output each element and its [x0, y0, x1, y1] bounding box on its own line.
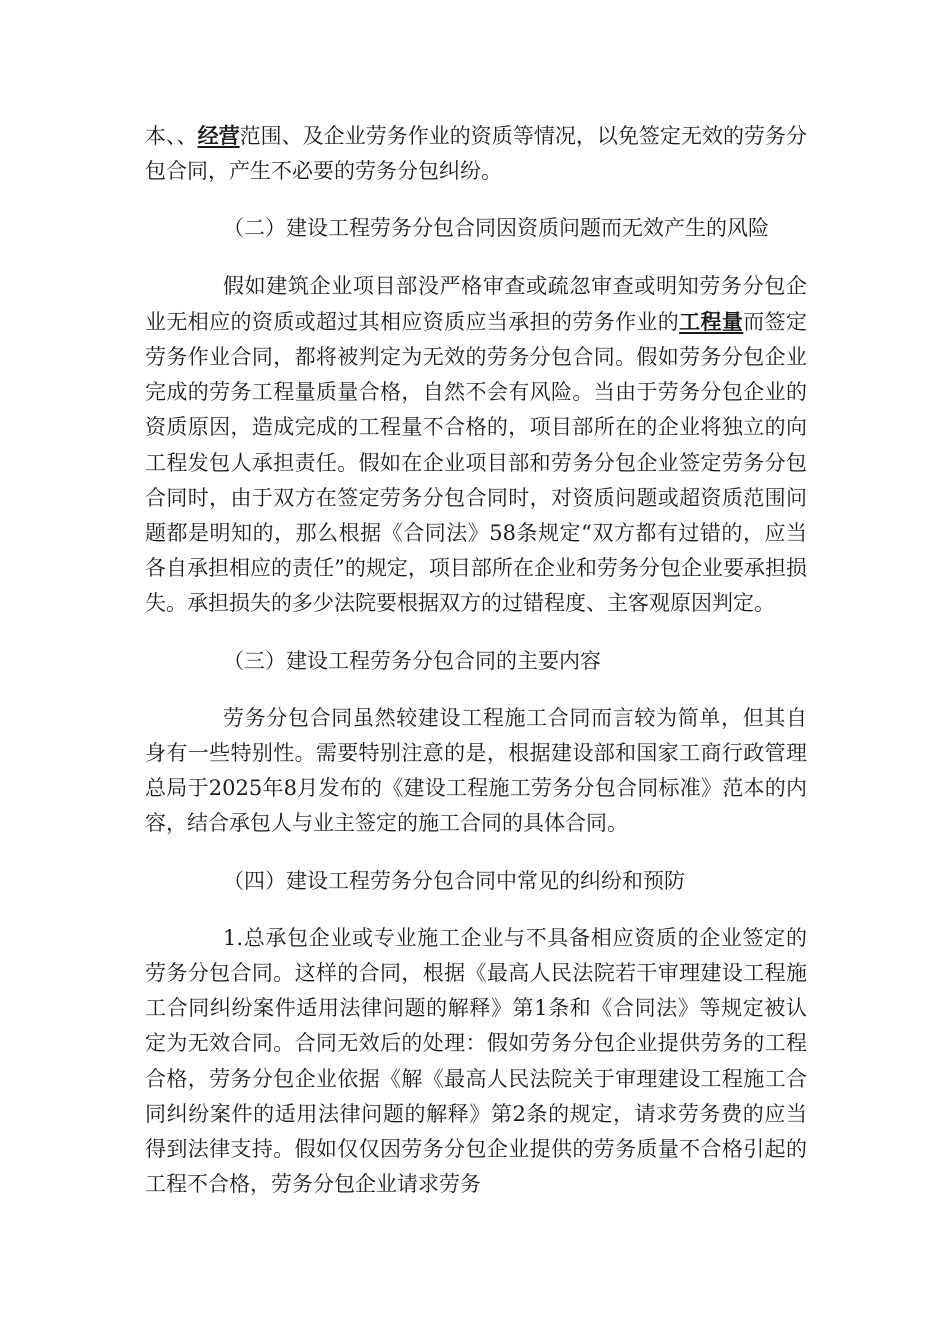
paragraph-risk — [145, 269, 807, 622]
section-heading-4: （四）建设工程劳务分包合同中常见的纠纷和预防 — [223, 868, 685, 893]
paragraph-continuation — [145, 118, 807, 189]
paragraph-disputes: 1.总承包企业或专业施工企业与不具备相应资质的企业签定的劳务分包合同。这样的合同，根据《最高人民法院若干审理建设工程施工合同纠纷案件适用法律问题的解释》第1条和《合同法》等规定被认定为无效合同。合同无效后的处理：假如劳务分包企业提供劳务的工程合格，劳务分包企业依据《解《最高人民法院关于审理建设工程施工合同纠纷案件的适用法律问题的解释》第2条的规定，请求劳务费的应当得到法律支持。假如仅仅因劳务分包企业提供的劳务质量不合格引起的工程不合格，劳务分包企业请求劳务 — [145, 925, 807, 1197]
paragraph-contents: 劳务分包合同虽然较建设工程施工合同而言较为简单，但其自身有一些特别性。需要特别注意的是，根据建设部和国家工商行政管理总局于2025年8月发布的《建设工程施工劳务分包合同标准》范本的内容，结合承包人与业主签定的施工合同的具体合同。 — [145, 705, 807, 836]
paragraph-text-pre: 假如建筑企业项目部没严格审查或疏忽审查或明知劳务分包企业无相应的资质或超过其相应资质应当承担的劳务作业的 — [145, 273, 807, 334]
section-heading-3: （三）建设工程劳务分包合同的主要内容 — [223, 648, 601, 673]
keyword-link[interactable]: 工程量 — [679, 308, 744, 334]
paragraph-text-post: 而签定劳务作业合同，都将被判定为无效的劳务分包合同。假如劳务分包企业完成的劳务工程量质量合格，自然不会有风险。当由于劳务分包企业的资质原因，造成完成的工程量不合格的，项目部所在的企业将独立的向工程发包人承担责任。假如在企业项目部和劳务分包企业签定劳务分包合同时，由于双方在签定劳务分包合同时，对资质问题或超资质范围问题都是明知的，那么根据《合同法》58条规定“双方都有过错的，应当各自承担相应的责任”的规定，项目部所在企业和劳务分包企业要承担损失。承担损失的多少法院要根据双方的过错程度、主客观原因判定。 — [145, 309, 808, 616]
document-body — [145, 118, 807, 1202]
paragraph-text-pre: 本、、 — [145, 124, 198, 148]
section-heading-2: （二）建设工程劳务分包合同因资质问题而无效产生的风险 — [223, 216, 769, 241]
paragraph-text-post: 范围、及企业劳务作业的资质等情况，以免签定无效的劳务分包合同，产生不必要的劳务分包纠纷。 — [145, 124, 808, 184]
keyword-link[interactable]: 经营 — [197, 123, 240, 148]
